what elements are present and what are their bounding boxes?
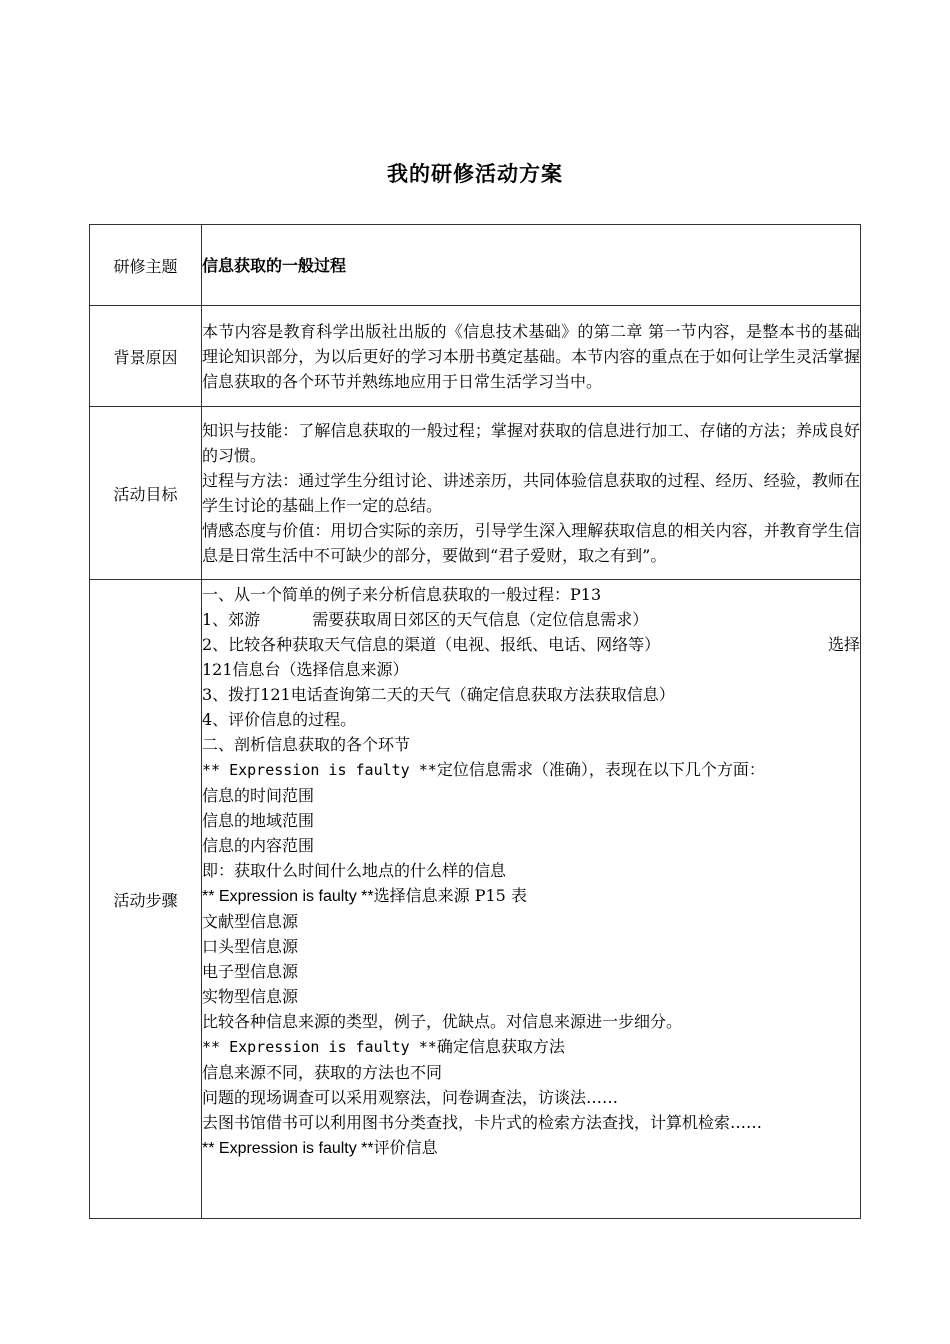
step-text: 选择信息来源 P15 表 bbox=[373, 886, 527, 905]
step-line bbox=[202, 632, 860, 657]
goal-knowledge: 知识与技能：了解信息获取的一般过程；掌握对获取的信息进行加工、存储的方法；养成良好的习惯。 bbox=[202, 421, 860, 465]
steps-cell bbox=[202, 580, 861, 1219]
goals-label: 活动目标 bbox=[90, 407, 202, 580]
step-line: 一、从一个简单的例子来分析信息获取的一般过程：P13 bbox=[202, 585, 602, 604]
step-line: 口头型信息源 bbox=[202, 937, 299, 956]
background-label: 背景原因 bbox=[90, 306, 202, 407]
step-line: 电子型信息源 bbox=[202, 962, 299, 981]
step-line bbox=[202, 757, 860, 783]
step-text: 评价信息 bbox=[373, 1138, 438, 1157]
step-line: 4、评价信息的过程。 bbox=[202, 710, 357, 729]
expression-faulty-text: ** Expression is faulty ** bbox=[202, 761, 437, 779]
background-text: 本节内容是教育科学出版社出版的《信息技术基础》的第二章 第一节内容，是整本书的基础理论知识部分，为以后更好的学习本册书奠定基础。本节内容的重点在于如何让学生灵活掌握信息获取的各个环节并熟练地应用于日常生活学习当中。 bbox=[202, 306, 861, 407]
step-text: 需要获取周日郊区的天气信息（定位信息需求） bbox=[312, 610, 649, 629]
step-line: 3、拨打121电话查询第二天的天气（确定信息获取方法获取信息） bbox=[202, 685, 675, 704]
table-row-steps bbox=[90, 580, 861, 1219]
table-row-goals bbox=[90, 407, 861, 580]
step-line: 信息的时间范围 bbox=[202, 786, 315, 805]
step-line bbox=[202, 1135, 860, 1161]
step-line: 二、剖析信息获取的各个环节 bbox=[202, 735, 411, 754]
step-line bbox=[202, 1034, 860, 1060]
step-line: 信息的地域范围 bbox=[202, 811, 315, 830]
step-text: 2、比较各种获取天气信息的渠道（电视、报纸、电话、网络等） bbox=[202, 635, 661, 654]
topic-label: 研修主题 bbox=[90, 225, 202, 306]
step-line: 信息来源不同，获取的方法也不同 bbox=[202, 1063, 443, 1082]
page-title: 我的研修活动方案 bbox=[387, 161, 563, 186]
step-line: 121信息台（选择信息来源） bbox=[202, 660, 409, 679]
step-text: 1、郊游 bbox=[202, 610, 261, 629]
goal-values: 情感态度与价值：用切合实际的亲历，引导学生深入理解获取信息的相关内容，并教育学生信息是日常生活中不可缺少的部分，要做到“君子爱财，取之有到”。 bbox=[202, 521, 860, 565]
step-text: 选择 bbox=[827, 635, 860, 654]
step-line bbox=[202, 883, 860, 909]
topic-value: 信息获取的一般过程 bbox=[202, 255, 347, 275]
step-line: 比较各种信息来源的类型，例子，优缺点。对信息来源进一步细分。 bbox=[202, 1012, 683, 1031]
step-text: 确定信息获取方法 bbox=[436, 1037, 565, 1056]
goal-process: 过程与方法：通过学生分组讨论、讲述亲历，共同体验信息获取的过程、经历、经验，教师在学生讨论的基础上作一定的总结。 bbox=[202, 471, 860, 515]
step-line: 去图书馆借书可以利用图书分类查找，卡片式的检索方法查找，计算机检索…… bbox=[202, 1113, 763, 1132]
step-line: 即：获取什么时间什么地点的什么样的信息 bbox=[202, 861, 507, 880]
step-line: 文献型信息源 bbox=[202, 912, 299, 931]
expression-faulty-text: ** Expression is faulty ** bbox=[202, 1038, 437, 1056]
step-line: 问题的现场调查可以采用观察法，问卷调查法，访谈法…… bbox=[202, 1088, 619, 1107]
activity-plan-table bbox=[89, 224, 861, 1219]
table-row-background bbox=[90, 306, 861, 407]
steps-label: 活动步骤 bbox=[90, 580, 202, 1219]
step-line bbox=[202, 607, 860, 632]
step-line: 实物型信息源 bbox=[202, 987, 299, 1006]
table-row-topic bbox=[90, 225, 861, 306]
step-line: 信息的内容范围 bbox=[202, 836, 315, 855]
topic-value-cell bbox=[202, 225, 861, 306]
expression-faulty-text: ** Expression is faulty ** bbox=[202, 1140, 374, 1157]
goals-cell bbox=[202, 407, 861, 580]
expression-faulty-text: ** Expression is faulty ** bbox=[202, 888, 374, 905]
step-text: 定位信息需求（准确），表现在以下几个方面： bbox=[436, 760, 765, 779]
